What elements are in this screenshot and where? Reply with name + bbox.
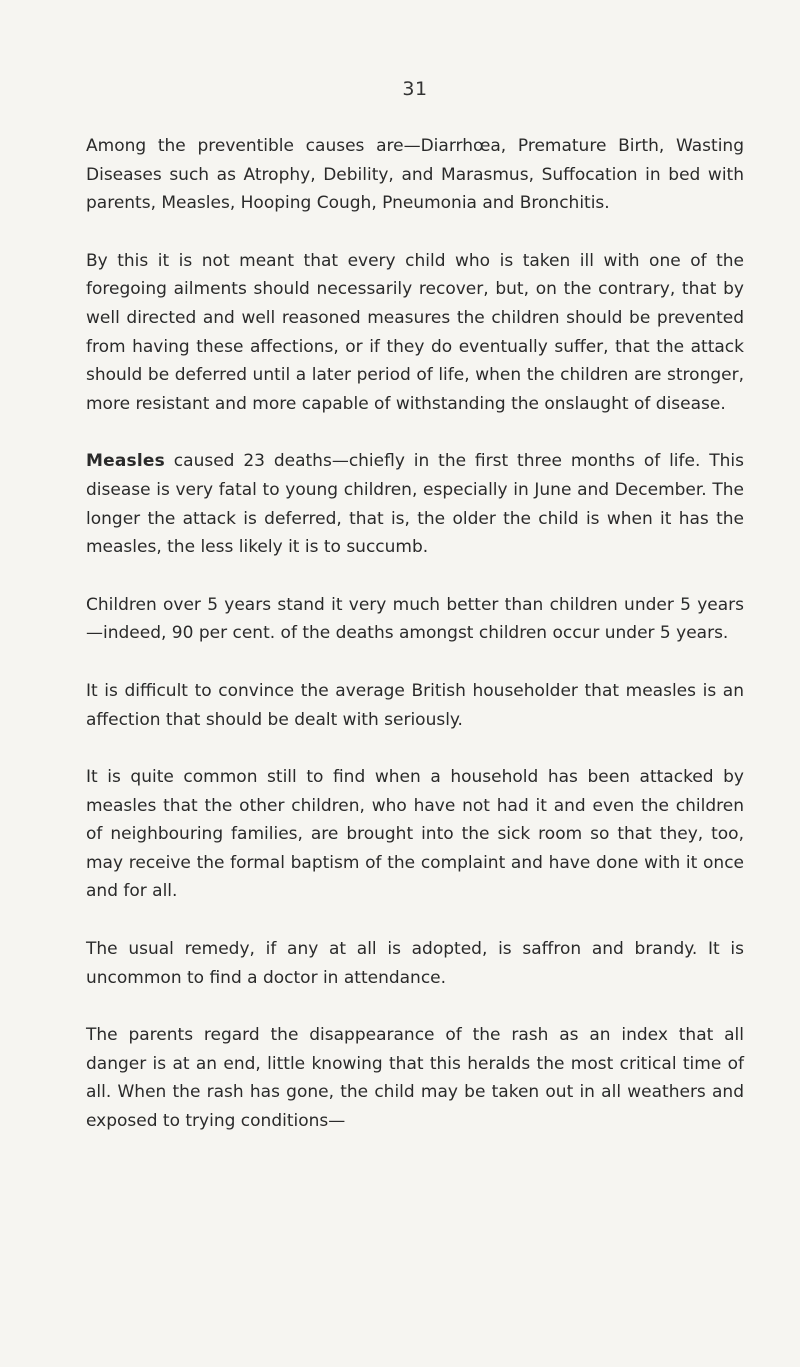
paragraph-measles <box>86 447 744 561</box>
page-number: 31 <box>402 78 428 100</box>
document-page <box>86 78 744 1165</box>
paragraph-difficult-to-convince: It is difficult to convince the average British householder that measles is an affection that should be dealt with seriously. <box>86 680 744 730</box>
paragraph-preventible-causes: Among the preventible causes are—Diarrhœa, Premature Birth, Wasting Diseases such as Atrophy, Debility, and Marasmus, Suffocation in bed with parents, Measles, Hooping Cough, Pneumonia and Bronchitis. <box>86 136 744 214</box>
measles-text: caused 23 deaths—chiefly in the first three months of life. This disease is very fatal to young children, especially in June and December. The longer the attack is deferred, that is, the older the child is when it has the measles, the less likely it is to succumb. <box>86 451 744 558</box>
paragraph-usual-remedy: The usual remedy, if any at all is adopted, is saffron and brandy. It is uncommon to find a doctor in attendance. <box>86 939 744 988</box>
paragraph-children-over-five: Children over 5 years stand it very much better than children under 5 years—indeed, 90 per cent. of the deaths amongst children occur under 5 years. <box>86 594 744 644</box>
paragraph-quite-common: It is quite common still to find when a household has been attacked by measles that the other children, who have not had it and even the children of neighbouring families, are brought into the sick room so that they, too, may receive the formal baptism of the complaint and have done with it once and for all. <box>86 767 744 902</box>
measles-heading: Measles <box>86 451 165 472</box>
paragraph-not-meant: By this it is not meant that every child who is taken ill with one of the foregoing ailments should necessarily recover, but, on the contrary, that by well directed and well reasoned measures the children should be prevented from having these affections, or if they do eventually suffer, that the attack should be deferred until a later period of life, when the children are stronger, more resistant and more capable of withstanding the onslaught of disease. <box>86 250 744 414</box>
paragraph-parents-regard: The parents regard the disappearance of the rash as an index that all danger is at an end, little knowing that this heralds the most critical time of all. When the rash has gone, the child may be taken out in all weathers and exposed to trying conditions— <box>86 1025 744 1132</box>
